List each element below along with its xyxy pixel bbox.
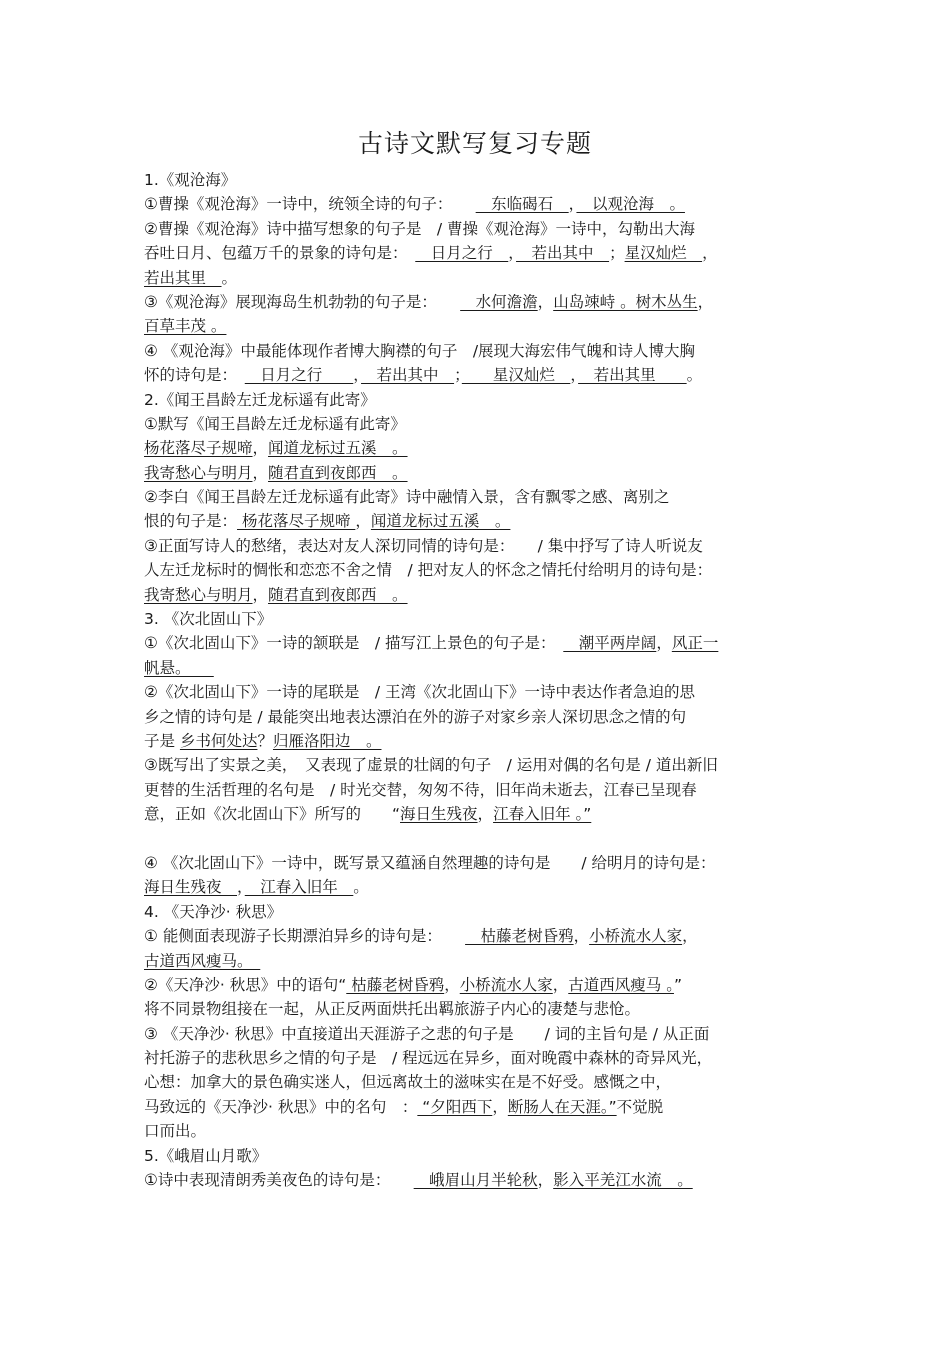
prompt-text: 不觉脱: [616, 1097, 664, 1116]
text-line: [144, 363, 808, 387]
prompt-text: ①诗中表现清朗秀美夜色的诗句是：: [144, 1171, 414, 1190]
answer-text: 杨花落尽子规啼: [144, 439, 253, 458]
answer-text: 风正一: [671, 634, 719, 653]
prompt-text: 口而出。: [144, 1122, 207, 1141]
answer-text: 日月之行: [244, 366, 354, 385]
prompt-text: ，: [252, 439, 269, 458]
answer-text: 江春入旧年 。”: [493, 805, 592, 824]
answer-text: 潮平两岸阔: [563, 634, 657, 653]
prompt-text: 衬托游子的悲秋思乡之情的句子是 / 程远远在异乡，面对晚霞中森林的奇异风光，: [144, 1049, 713, 1068]
answer-text: 杨花落尽子规啼: [237, 512, 356, 531]
answer-text: 峨眉山月半轮秋: [413, 1171, 538, 1190]
text-line: [144, 1168, 808, 1192]
prompt-text: ，: [552, 975, 569, 994]
text-line: [144, 217, 808, 241]
text-line: [144, 583, 808, 607]
text-line: [144, 949, 808, 973]
text-line: [144, 266, 808, 290]
answer-text: 闻道龙标过五溪 。: [370, 512, 511, 531]
prompt-text: ④ 《观沧海》中最能体现作者博大胸襟的句子 /展现大海宏伟气魄和诗人博大胸: [144, 341, 696, 360]
text-line: [144, 168, 808, 192]
prompt-text: ，: [573, 927, 590, 946]
prompt-text: ，: [492, 1097, 508, 1116]
answer-text: 闻道龙标过五溪 。: [268, 439, 408, 458]
answer-text: 枯藤老树昏鸦: [346, 975, 445, 994]
prompt-text: ，: [508, 244, 517, 263]
prompt-text: ，: [702, 244, 718, 263]
answer-text: 水何澹澹: [460, 292, 538, 311]
blank-line: [144, 827, 808, 851]
answer-text: 小桥流水人家: [459, 975, 553, 994]
text-line: [144, 1144, 808, 1168]
text-line: [144, 412, 808, 436]
answer-text: 海日生残夜: [144, 878, 238, 897]
answer-text: 若出其中: [516, 244, 610, 263]
text-line: [144, 485, 808, 509]
text-line: [144, 729, 808, 753]
prompt-text: 人左迁龙标时的惆怅和恋恋不舍之情 / 把对友人的怀念之情托付给明月的诗句是：: [144, 561, 713, 580]
text-line: [144, 314, 808, 338]
answer-text: 若出其里: [578, 366, 687, 385]
prompt-text: 意，正如《次北固山下》所写的 “: [144, 805, 401, 824]
text-line: [144, 607, 808, 631]
text-line: [144, 851, 808, 875]
prompt-text: 。: [686, 366, 703, 385]
text-line: [144, 656, 808, 680]
answer-text: 归雁洛阳边 。: [272, 731, 382, 750]
prompt-text: 乡之情的诗句是 / 最能突出地表达漂泊在外的游子对家乡亲人深切思念之情的句: [144, 707, 687, 726]
text-line: [144, 1070, 808, 1094]
answer-text: 海日生残夜: [400, 805, 478, 824]
prompt-text: ③既写出了实景之美， 又表现了虚景的壮阔的句子 / 运用对偶的名句是 / 道出新旧: [144, 756, 718, 775]
answer-text: 乡书何处达: [179, 731, 258, 750]
prompt-text: ① 能侧面表现游子长期漂泊异乡的诗句是：: [144, 927, 466, 946]
answer-text: 山岛竦峙 。树木丛生: [553, 292, 698, 311]
text-line: [144, 802, 808, 826]
answer-text: 若出其中: [361, 366, 455, 385]
text-line: [144, 436, 808, 460]
text-line: [144, 461, 808, 485]
prompt-text: ①默写《闻王昌龄左迁龙标遥有此寄》: [144, 414, 406, 433]
prompt-text: ，: [353, 366, 362, 385]
answer-text: 枯藤老树昏鸦: [465, 927, 574, 946]
text-line: [144, 753, 808, 777]
prompt-text: 马致远的《天净沙· 秋思》中的名句 ：: [144, 1097, 418, 1116]
prompt-text: ，: [568, 195, 577, 214]
answer-text: 我寄愁心与明月: [144, 463, 253, 482]
prompt-text: 子是: [144, 731, 180, 750]
document-body: [144, 168, 808, 1192]
text-line: [144, 924, 808, 948]
prompt-text: ，: [537, 1171, 554, 1190]
prompt-text: ①《次北固山下》一诗的颔联是 / 描写江上景色的句子是：: [144, 634, 564, 653]
text-line: [144, 631, 808, 655]
prompt-text: 怀的诗句是：: [144, 366, 245, 385]
text-line: [144, 558, 808, 582]
text-line: [144, 534, 808, 558]
answer-text: 星汉灿烂: [461, 366, 571, 385]
answer-text: 若出其里: [144, 268, 222, 287]
prompt-text: ；: [454, 366, 462, 385]
prompt-text: ③正面写诗人的愁绪，表达对友人深切同情的诗句是： / 集中抒写了诗人听说友: [144, 536, 703, 555]
text-line: [144, 388, 808, 412]
prompt-text: ，: [237, 878, 245, 897]
text-line: [144, 339, 808, 363]
text-line: [144, 680, 808, 704]
answer-text: 断肠人在天涯。”: [507, 1097, 617, 1116]
answer-text: 随君直到夜郎西 。: [268, 463, 408, 482]
prompt-text: ③ 《天净沙· 秋思》中直接道出天涯游子之悲的句子是 / 词的主旨句是 / 从正面: [144, 1024, 710, 1043]
prompt-text: 心想：加拿大的景色确实迷人，但远离故土的滋味实在是不好受。感慨之中，: [144, 1073, 672, 1092]
prompt-text: ②曹操《观沧海》诗中描写想象的句子是 / 曹操《观沧海》一诗中，勾勒出大海: [144, 219, 696, 238]
prompt-text: ，: [252, 585, 269, 604]
prompt-text: 5.《峨眉山月歌》: [144, 1146, 268, 1165]
answer-text: 我寄愁心与明月: [144, 585, 253, 604]
answer-text: 江春入旧年: [244, 878, 354, 897]
answer-text: 东临碣石: [475, 195, 569, 214]
prompt-text: ③《观沧海》展现海岛生机勃勃的句子是：: [144, 292, 461, 311]
prompt-text: ②李白《闻王昌龄左迁龙标遥有此寄》诗中融情入景，含有飘零之感、离别之: [144, 488, 670, 507]
text-line: [144, 509, 808, 533]
text-line: [144, 875, 808, 899]
text-line: [144, 290, 808, 314]
prompt-text: 2.《闻王昌龄左迁龙标遥有此寄》: [144, 390, 376, 409]
text-line: [144, 997, 808, 1021]
prompt-text: ，: [355, 512, 371, 531]
prompt-text: ，: [252, 463, 269, 482]
prompt-text: ”: [673, 975, 682, 994]
prompt-text: ②《天净沙· 秋思》中的语句“: [144, 975, 347, 994]
prompt-text: 恨的句子是：: [144, 512, 238, 531]
page-title: 古诗文默写复习专题: [357, 129, 592, 158]
prompt-text: 4. 《天净沙· 秋思》: [144, 902, 283, 921]
answer-text: 影入平羌江水流 。: [553, 1171, 693, 1190]
text-line: [144, 1095, 808, 1119]
answer-text: 百草丰茂 。: [144, 317, 227, 336]
answer-text: 古道西风瘦马。: [144, 951, 261, 970]
answer-text: “夕阳西下: [417, 1097, 493, 1116]
answer-text: 帆悬。: [144, 658, 214, 677]
prompt-text: 。: [221, 268, 238, 287]
prompt-text: 3. 《次北固山下》: [144, 610, 273, 629]
prompt-text: ；: [609, 244, 625, 263]
prompt-text: ，: [477, 805, 494, 824]
prompt-text: 吞吐日月、包蕴万千的景象的诗句是：: [144, 244, 416, 263]
prompt-text: ②《次北固山下》一诗的尾联是 / 王湾《次北固山下》一诗中表达作者急迫的思: [144, 683, 696, 702]
prompt-text: ，: [656, 634, 672, 653]
answer-text: 古道西风瘦马 。: [568, 975, 674, 994]
prompt-text: 1.《观沧海》: [144, 171, 237, 189]
answer-text: 以观沧海 。: [576, 195, 685, 214]
text-line: [144, 778, 808, 802]
prompt-text: ，: [570, 366, 579, 385]
text-line: [144, 973, 808, 997]
answer-text: 星汉灿烂: [624, 244, 703, 263]
prompt-text: ？: [257, 731, 273, 750]
text-line: [144, 1119, 808, 1143]
prompt-text: 更替的生活哲理的名句是 / 时光交替，匆匆不待，旧年尚未逝去，江春已呈现春: [144, 780, 697, 799]
prompt-text: ①曹操《观沧海》一诗中，统领全诗的句子：: [144, 195, 476, 214]
text-line: [144, 192, 808, 216]
prompt-text: ，: [697, 292, 714, 311]
text-line: [144, 1022, 808, 1046]
text-line: [144, 1046, 808, 1070]
answer-text: 日月之行: [415, 244, 509, 263]
text-line: [144, 241, 808, 265]
prompt-text: ，: [537, 292, 554, 311]
prompt-text: 。: [353, 878, 369, 897]
text-line: [144, 705, 808, 729]
prompt-text: ，: [444, 975, 460, 994]
prompt-text: ，: [682, 927, 698, 946]
answer-text: 随君直到夜郎西 。: [268, 585, 408, 604]
text-line: [144, 900, 808, 924]
prompt-text: ④ 《次北固山下》一诗中，既写景又蕴涵自然理趣的诗句是 / 给明月的诗句是：: [144, 853, 716, 872]
prompt-text: 将不同景物组接在一起，从正反两面烘托出羁旅游子内心的凄楚与悲怆。: [144, 1000, 641, 1019]
answer-text: 小桥流水人家: [589, 927, 683, 946]
